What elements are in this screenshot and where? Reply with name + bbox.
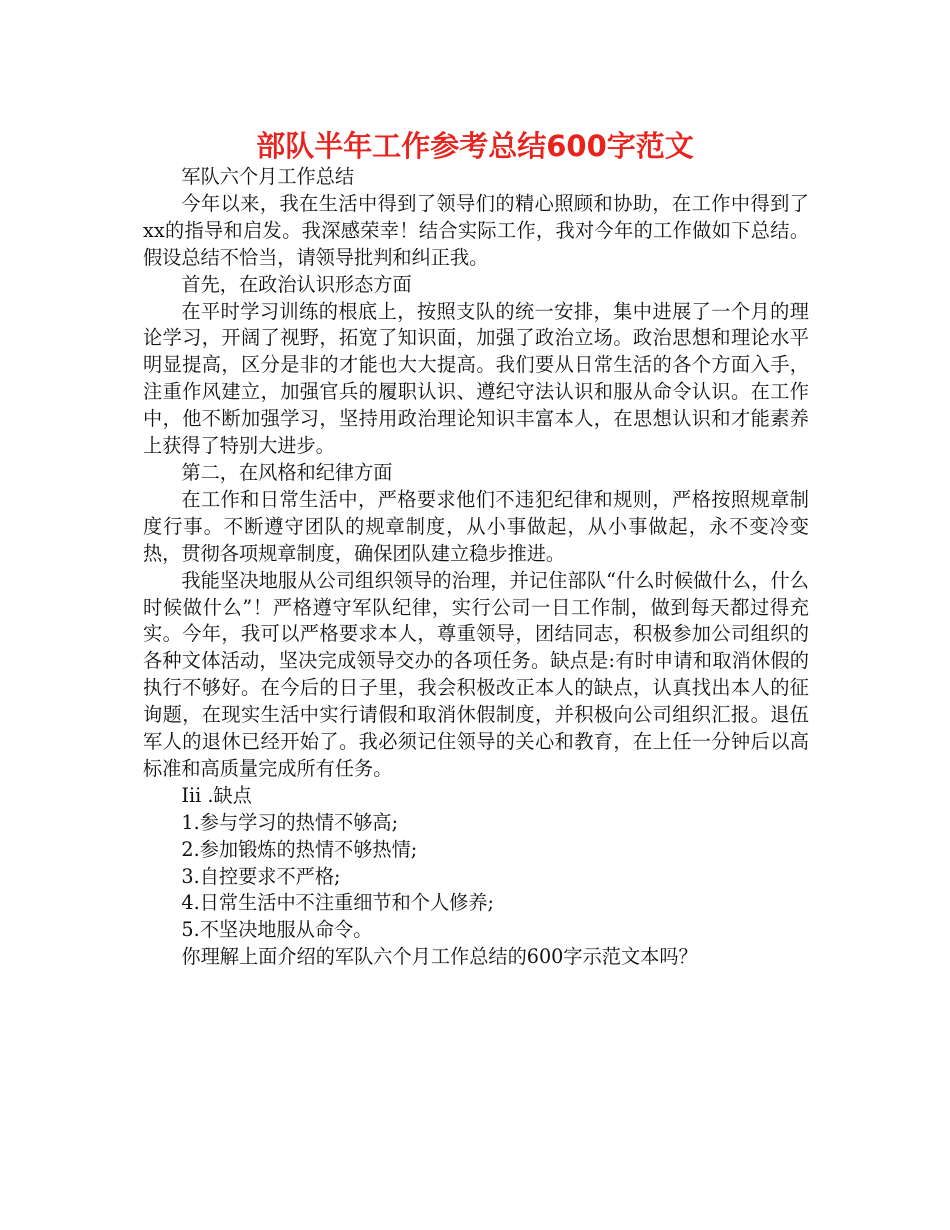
section-heading-shortcomings: Iii .缺点 xyxy=(181,783,252,807)
list-item: 3.自控要求不严格; xyxy=(181,864,341,888)
list-item: 2.参加锻炼的热情不够热情; xyxy=(181,837,418,861)
paragraph-intro: 今年以来，我在生活中得到了领导们的精心照顾和协助，在工作中得到了xx的指导和启发。我深感荣幸！结合实际工作，我对今年的工作做如下总结。假设总结不恰当，请领导批判和纠正我。 xyxy=(143,191,809,269)
paragraph-discipline: 在工作和日常生活中，严格要求他们不违犯纪律和规则，严格按照规章制度行事。不断遵守团队的规章制度，从小事做起，从小事做起，永不变冷变热，贯彻各项规章制度，确保团队建立稳步推进。 xyxy=(143,487,809,565)
list-item: 5.不坚决地服从命令。 xyxy=(181,918,373,942)
section-heading-political: 首先，在政治认识形态方面 xyxy=(181,272,412,296)
document-title: 部队半年工作参考总结600字范文 xyxy=(256,129,694,163)
list-item: 4.日常生活中不注重细节和个人修养; xyxy=(181,891,494,915)
paragraph-closing: 你理解上面介绍的军队六个月工作总结的600字示范文本吗？ xyxy=(181,945,698,969)
paragraph-subtitle: 军队六个月工作总结 xyxy=(181,165,355,188)
paragraph-political: 在平时学习训练的根底上，按照支队的统一安排，集中进展了一个月的理论学习，开阔了视野，拓宽了知识面，加强了政治立场。政治思想和理论水平明显提高，区分是非的才能也大大提高。我们要从日常生活的各个方面入手，注重作风建立，加强官兵的履职认识、遵纪守法认识和服从命令认识。在工作中，他不断加强学习，坚持用政治理论知识丰富本人，在思想认识和才能素养上获得了特别大进步。 xyxy=(143,299,809,458)
document-body xyxy=(143,164,809,971)
list-item: 1.参与学习的热情不够高; xyxy=(181,810,399,834)
section-heading-discipline: 第二，在风格和纪律方面 xyxy=(181,460,393,484)
paragraph-obedience: 我能坚决地服从公司组织领导的治理，并记住部队“什么时候做什么，什么时候做什么”！严格遵守军队纪律，实行公司一日工作制，做到每天都过得充实。今年，我可以严格要求本人，尊重领导，团结同志，积极参加公司组织的各种文体活动，坚决完成领导交办的各项任务。缺点是:有时申请和取消休假的执行不够好。在今后的日子里，我会积极改正本人的缺点，认真找出本人的征询题，在现实生活中实行请假和取消休假制度，并积极向公司组织汇报。退伍军人的退休已经开始了。我必须记住领导的关心和教育，在上任一分钟后以高标准和高质量完成所有任务。 xyxy=(143,568,809,780)
